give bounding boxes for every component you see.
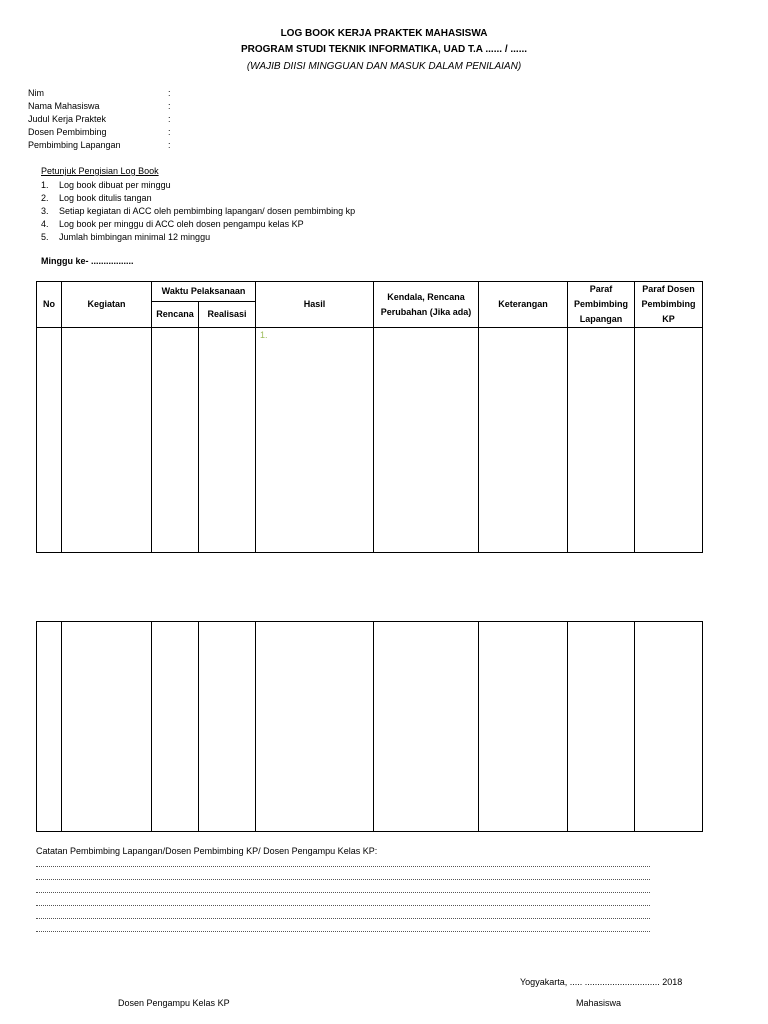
- instruction-number: 4.: [41, 219, 49, 229]
- header-hasil: Hasil: [256, 282, 374, 328]
- instruction-item: [41, 193, 152, 203]
- cell-realisasi[interactable]: [199, 328, 256, 553]
- cell-no[interactable]: [37, 328, 62, 553]
- cell-rencana[interactable]: [152, 622, 199, 832]
- header-paraf-dosen-line1: Paraf Dosen: [642, 284, 695, 294]
- instruction-item: [41, 206, 355, 216]
- cell-realisasi[interactable]: [199, 622, 256, 832]
- cell-hasil[interactable]: 1.: [256, 328, 374, 553]
- document-subtitle: (WAJIB DIISI MINGGUAN DAN MASUK DALAM PENILAIAN): [246, 61, 522, 72]
- header-realisasi: Realisasi: [199, 302, 256, 328]
- cell-paraf-lapangan[interactable]: [568, 328, 635, 553]
- header-kendala-line1: Kendala, Rencana: [387, 291, 465, 302]
- instruction-text: Setiap kegiatan di ACC oleh pembimbing lapangan/ dosen pembimbing kp: [59, 206, 356, 216]
- field-label-pembimbing: Pembimbing Lapangan: [28, 140, 121, 150]
- header-paraf-dosen-line3: KP: [662, 314, 675, 324]
- notes-line[interactable]: [36, 905, 650, 906]
- document-title: LOG BOOK KERJA PRAKTEK MAHASISWA: [280, 28, 488, 39]
- header-paraf-dosen-line2: Pembimbing: [641, 299, 696, 309]
- notes-line[interactable]: [36, 866, 650, 867]
- table-row: [37, 328, 703, 553]
- instruction-text: Log book per minggu di ACC oleh dosen pengampu kelas KP: [59, 219, 304, 229]
- program-title: PROGRAM STUDI TEKNIK INFORMATIKA, UAD T.A ...... / ......: [240, 44, 528, 55]
- cell-paraf-lapangan[interactable]: [568, 622, 635, 832]
- field-colon: :: [168, 114, 171, 124]
- city-date: Yogyakarta, ..... .............................. 2018: [520, 977, 683, 987]
- notes-line[interactable]: [36, 892, 650, 893]
- field-colon: :: [168, 88, 171, 98]
- instruction-text: Jumlah bimbingan minimal 12 minggu: [59, 232, 211, 242]
- instruction-number: 2.: [41, 193, 49, 203]
- instruction-item: [41, 180, 171, 190]
- cell-keterangan[interactable]: [479, 622, 568, 832]
- cell-paraf-dosen[interactable]: [635, 328, 703, 553]
- header-kendala: [374, 282, 479, 328]
- header-paraf-lapangan-line1: Paraf: [589, 284, 613, 294]
- header-paraf-dosen: [635, 282, 703, 328]
- logbook-table-continued: [36, 621, 703, 832]
- instruction-item: [41, 232, 210, 242]
- header-waktu: Waktu Pelaksanaan: [152, 282, 256, 302]
- instruction-item: [41, 219, 304, 229]
- instructions-title: Petunjuk Pengisian Log Book: [41, 166, 159, 176]
- notes-label: Catatan Pembimbing Lapangan/Dosen Pembimbing KP/ Dosen Pengampu Kelas KP:: [36, 846, 378, 856]
- instruction-text: Log book ditulis tangan: [59, 193, 152, 203]
- field-label-judul: Judul Kerja Praktek: [28, 114, 107, 124]
- signature-label-dosen: Dosen Pengampu Kelas KP: [118, 998, 230, 1008]
- cell-paraf-dosen[interactable]: [635, 622, 703, 832]
- cell-hasil[interactable]: [256, 622, 374, 832]
- table-row: [37, 622, 703, 832]
- header-paraf-lapangan-line3: Lapangan: [579, 314, 623, 324]
- field-colon: :: [168, 127, 171, 137]
- header-kendala-line2: Perubahan (Jika ada): [380, 306, 472, 317]
- notes-line[interactable]: [36, 879, 650, 880]
- header-paraf-lapangan-line2: Pembimbing: [574, 299, 629, 309]
- cell-keterangan[interactable]: [479, 328, 568, 553]
- header-no: No: [37, 282, 62, 328]
- cell-no[interactable]: [37, 622, 62, 832]
- field-label-dosen: Dosen Pembimbing: [28, 127, 107, 137]
- header-paraf-lapangan: [568, 282, 635, 328]
- logbook-table: [36, 281, 703, 553]
- instruction-number: 3.: [41, 206, 49, 216]
- cell-kegiatan[interactable]: [62, 622, 152, 832]
- cell-kegiatan[interactable]: [62, 328, 152, 553]
- week-label: Minggu ke- .................: [41, 256, 134, 266]
- cell-kendala[interactable]: [374, 622, 479, 832]
- notes-line[interactable]: [36, 918, 650, 919]
- notes-line[interactable]: [36, 931, 650, 932]
- header-rencana: Rencana: [152, 302, 199, 328]
- field-colon: :: [168, 140, 171, 150]
- field-label-nim: Nim: [28, 88, 44, 98]
- cell-kendala[interactable]: [374, 328, 479, 553]
- field-label-nama: Nama Mahasiswa: [28, 101, 100, 111]
- cell-rencana[interactable]: [152, 328, 199, 553]
- header-kegiatan: Kegiatan: [62, 282, 152, 328]
- field-colon: :: [168, 101, 171, 111]
- instruction-text: Log book dibuat per minggu: [59, 180, 171, 190]
- signature-label-mahasiswa: Mahasiswa: [576, 998, 622, 1008]
- instruction-number: 5.: [41, 232, 49, 242]
- header-keterangan: Keterangan: [479, 282, 568, 328]
- instruction-number: 1.: [41, 180, 49, 190]
